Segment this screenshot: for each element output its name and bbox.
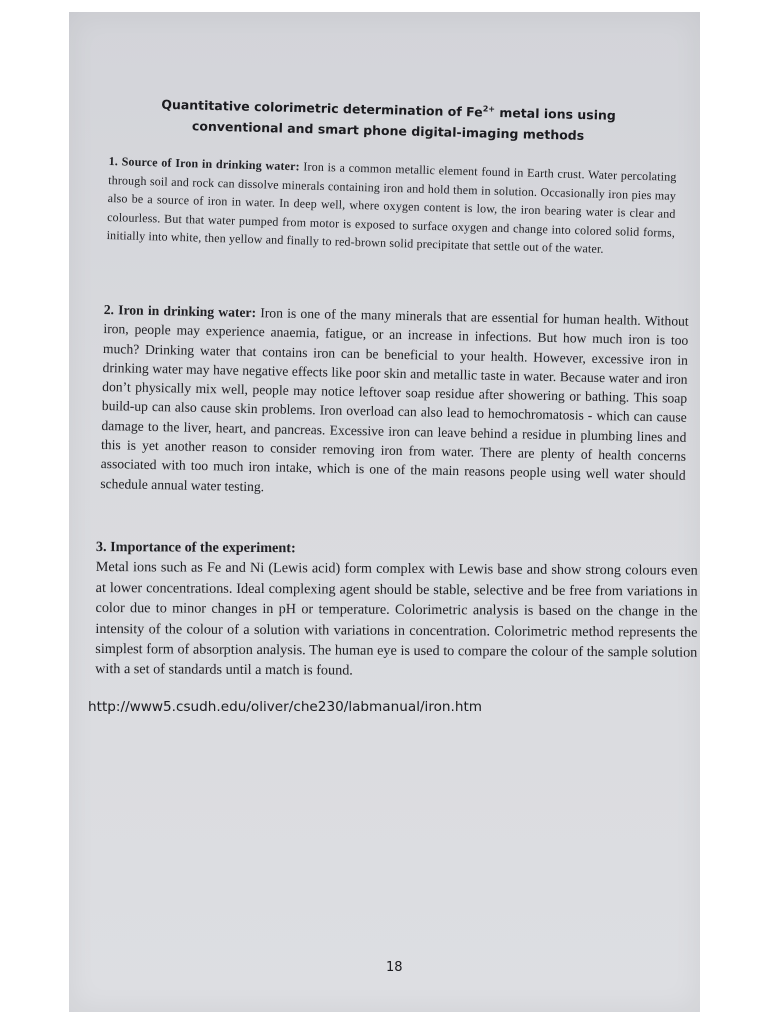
document-title (138, 90, 639, 147)
section-body: Metal ions such as Fe and Ni (Lewis acid) form complex with Lewis base and show strong colours even at lower concentrations. Ideal complexing agent should be stable, selective and be free from variations in color due to minor changes in pH or temperature. Colorimetric analysis is based on the change in the intensity of the colour of a solution with variations in concentration. Colorimetric method represents the simplest form of absorption analysis. The human eye is used to compare the colour of the sample solution with a set of standards until a match is found. (95, 559, 698, 680)
document-page (69, 12, 700, 1012)
page-number: 18 (386, 960, 403, 975)
section-importance-of-experiment (95, 537, 698, 684)
section-iron-in-drinking-water (100, 300, 689, 505)
title-superscript: 2+ (482, 104, 496, 114)
section-heading: 1. Source of Iron in drinking water: (108, 153, 300, 174)
section-body: Iron is one of the many minerals that are essential for human health. Without iron, people may experience anaemia, fatigue, or an increase in infections. But how much iron is too much? Drinking water that contains iron can be beneficial to your health. However, excessive iron in drinking water may have negative effects like poor skin and metallic taste in water. Because water and iron don’t physically mix well, people may notice leftover soap residue after showering or bathing. This soap build-up can also cause skin problems. Iron overload can also lead to hemochromatosis - which can cause damage to the liver, heart, and pancreas. Excessive iron can leave behind a residue in plumbing lines and this is yet another reason to consider removing iron from water. There are plenty of health concerns associated with too much iron intake, which is one of the main reasons people using well water should schedule annual water testing. (100, 305, 689, 494)
reference-url: http://www5.csudh.edu/oliver/che230/labmanual/iron.htm (88, 699, 483, 715)
title-line1-end: metal ions using (494, 104, 617, 123)
title-line2: conventional and smart phone digital-imaging methods (191, 118, 585, 144)
section-body: Iron is a common metallic element found in Earth crust. Water percolating through soil and rock can dissolve minerals containing iron and hold them in solution. Occasionally iron pies may also be a source of iron in water. In deep well, where oxygen content is low, the iron bearing water is clear and colourless. But that water pumped from motor is exposed to surface oxygen and change into colored solid forms, initially into white, then yellow and finally to red-brown solid precipitate that settle out of the water. (106, 159, 677, 256)
section-heading: 3. Importance of the experiment: (95, 538, 296, 557)
section-heading: 2. Iron in drinking water: (103, 301, 257, 321)
section-source-of-iron (106, 152, 676, 260)
title-line1: Quantitative colorimetric determination of Fe (161, 96, 483, 120)
